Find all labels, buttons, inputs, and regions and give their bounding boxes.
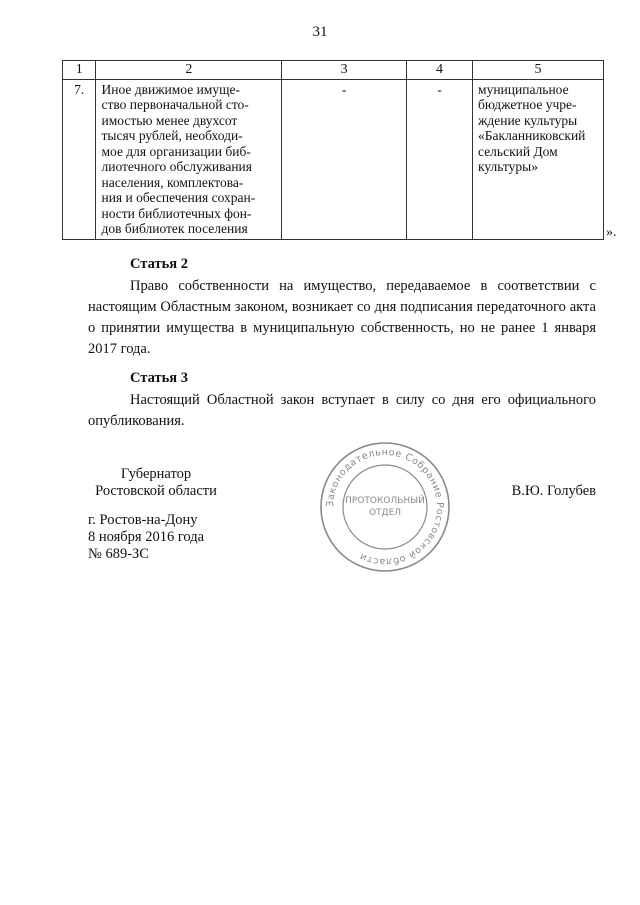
table-header-cell: 1 xyxy=(63,61,96,80)
stamp-ring-text: Законодательное Собрание Ростовской области xyxy=(324,446,446,568)
stamp-outer-ring xyxy=(321,443,449,571)
table-row xyxy=(63,79,604,239)
law-number: № 689-ЗС xyxy=(88,546,149,562)
article-3-text: Настоящий Областной закон вступает в силу со дня его официального опубликования. xyxy=(88,392,596,429)
property-description: Иное движимое имуще- ство первоначальной сто- имостью менее двухсот тысяч рублей, необходи- мое для организации биб- лиотечного обслуживания населения, комплектова- ния и обеспечения сохран- ности библиотечных фон- дов библиотек поселения xyxy=(96,79,282,239)
date: 8 ноября 2016 года xyxy=(88,529,205,545)
table-header-cell: 4 xyxy=(407,61,473,80)
city: г. Ростов-на-Дону xyxy=(88,512,198,528)
stamp-center-text: ОТДЕЛ xyxy=(368,508,402,518)
table-header-cell: 5 xyxy=(473,61,604,80)
official-stamp xyxy=(318,440,452,574)
article-3-heading: Статья 3 xyxy=(130,370,188,386)
column-3-value: - xyxy=(282,79,407,239)
stamp-center-text: ПРОТОКОЛЬНЫЙ xyxy=(345,496,425,506)
column-4-value: - xyxy=(407,79,473,239)
place-and-date xyxy=(88,512,204,563)
recipient-institution: муниципальное бюджетное учре- ждение культуры «Бакланниковский сельский Дом культуры» xyxy=(473,79,604,239)
stamp-inner-ring xyxy=(343,465,427,549)
row-number: 7. xyxy=(63,79,96,239)
governor-name: В.Ю. Голубев xyxy=(511,483,596,499)
table-header-cell: 3 xyxy=(282,61,407,80)
table-closing-quote: ». xyxy=(606,225,617,240)
article-2-heading: Статья 2 xyxy=(130,256,188,272)
governor-title: Губернатор Ростовской области xyxy=(95,466,217,499)
page-number: 31 xyxy=(312,24,328,40)
property-table xyxy=(62,60,604,240)
article-2-text: Право собственности на имущество, передаваемое в соответствии с настоящим Областным законом, возникает со дня подписания передаточного акта о принятии имущества в муниципальную собственность, но не ранее 1 января 2017 года. xyxy=(88,278,596,357)
table-header-row xyxy=(63,61,604,80)
table-header-cell: 2 xyxy=(96,61,282,80)
